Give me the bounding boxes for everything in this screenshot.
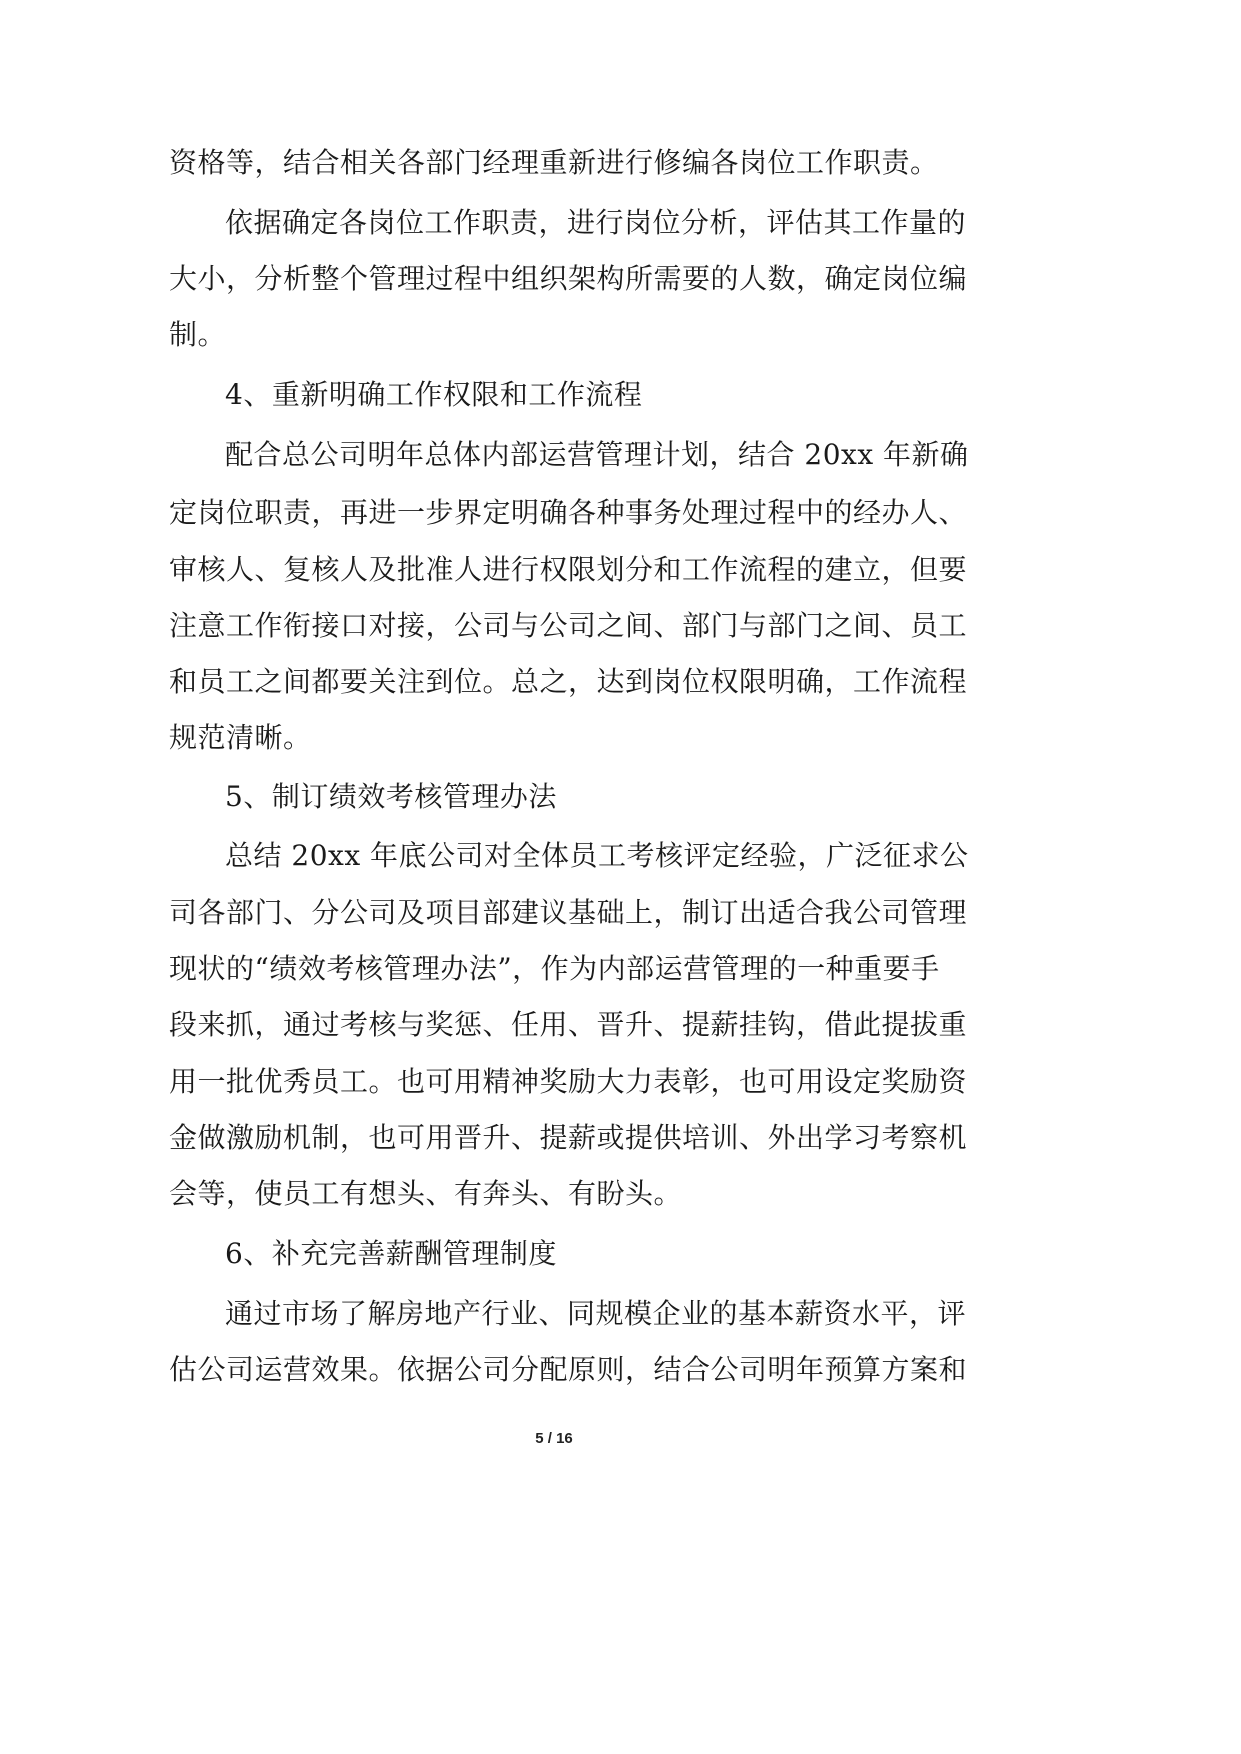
paragraph-line: 和员工之间都要关注到位。总之，达到岗位权限明确，工作流程 xyxy=(169,665,968,698)
paragraph-line: 制。 xyxy=(169,318,227,351)
paragraph-line: 司各部门、分公司及项目部建议基础上，制订出适合我公司管理 xyxy=(169,896,968,929)
paragraph-line: 总结 20xx 年底公司对全体员工考核评定经验，广泛征求公 xyxy=(225,839,969,872)
paragraph-line: 配合总公司明年总体内部运营管理计划，结合 20xx 年新确 xyxy=(225,438,969,471)
section-heading: 4、重新明确工作权限和工作流程 xyxy=(225,378,643,411)
paragraph-line: 通过市场了解房地产行业、同规模企业的基本薪资水平，评 xyxy=(225,1297,967,1330)
paragraph-line: 注意工作衔接口对接，公司与公司之间、部门与部门之间、员工 xyxy=(169,609,968,642)
paragraph-line: 段来抓，通过考核与奖惩、任用、晋升、提薪挂钩，借此提拔重 xyxy=(169,1008,968,1041)
paragraph-line: 估公司运营效果。依据公司分配原则，结合公司明年预算方案和 xyxy=(169,1353,968,1386)
section-heading: 6、补充完善薪酬管理制度 xyxy=(225,1237,557,1270)
page-number: 5 / 16 xyxy=(535,1430,573,1447)
paragraph-line: 审核人、复核人及批准人进行权限划分和工作流程的建立，但要 xyxy=(169,553,968,586)
paragraph-line: 大小，分析整个管理过程中组织架构所需要的人数，确定岗位编 xyxy=(169,262,968,295)
paragraph-line: 依据确定各岗位工作职责，进行岗位分析，评估其工作量的 xyxy=(225,206,967,239)
paragraph-line: 现状的“绩效考核管理办法”，作为内部运营管理的一种重要手 xyxy=(169,952,940,985)
section-heading: 5、制订绩效考核管理办法 xyxy=(225,780,557,813)
paragraph-line: 会等，使员工有想头、有奔头、有盼头。 xyxy=(169,1177,683,1210)
paragraph-line: 资格等，结合相关各部门经理重新进行修编各岗位工作职责。 xyxy=(169,146,939,179)
paragraph-line: 金做激励机制，也可用晋升、提薪或提供培训、外出学习考察机 xyxy=(169,1121,968,1154)
paragraph-line: 定岗位职责，再进一步界定明确各种事务处理过程中的经办人、 xyxy=(169,496,968,529)
paragraph-line: 规范清晰。 xyxy=(169,721,312,754)
paragraph-line: 用一批优秀员工。也可用精神奖励大力表彰，也可用设定奖励资 xyxy=(169,1065,968,1098)
